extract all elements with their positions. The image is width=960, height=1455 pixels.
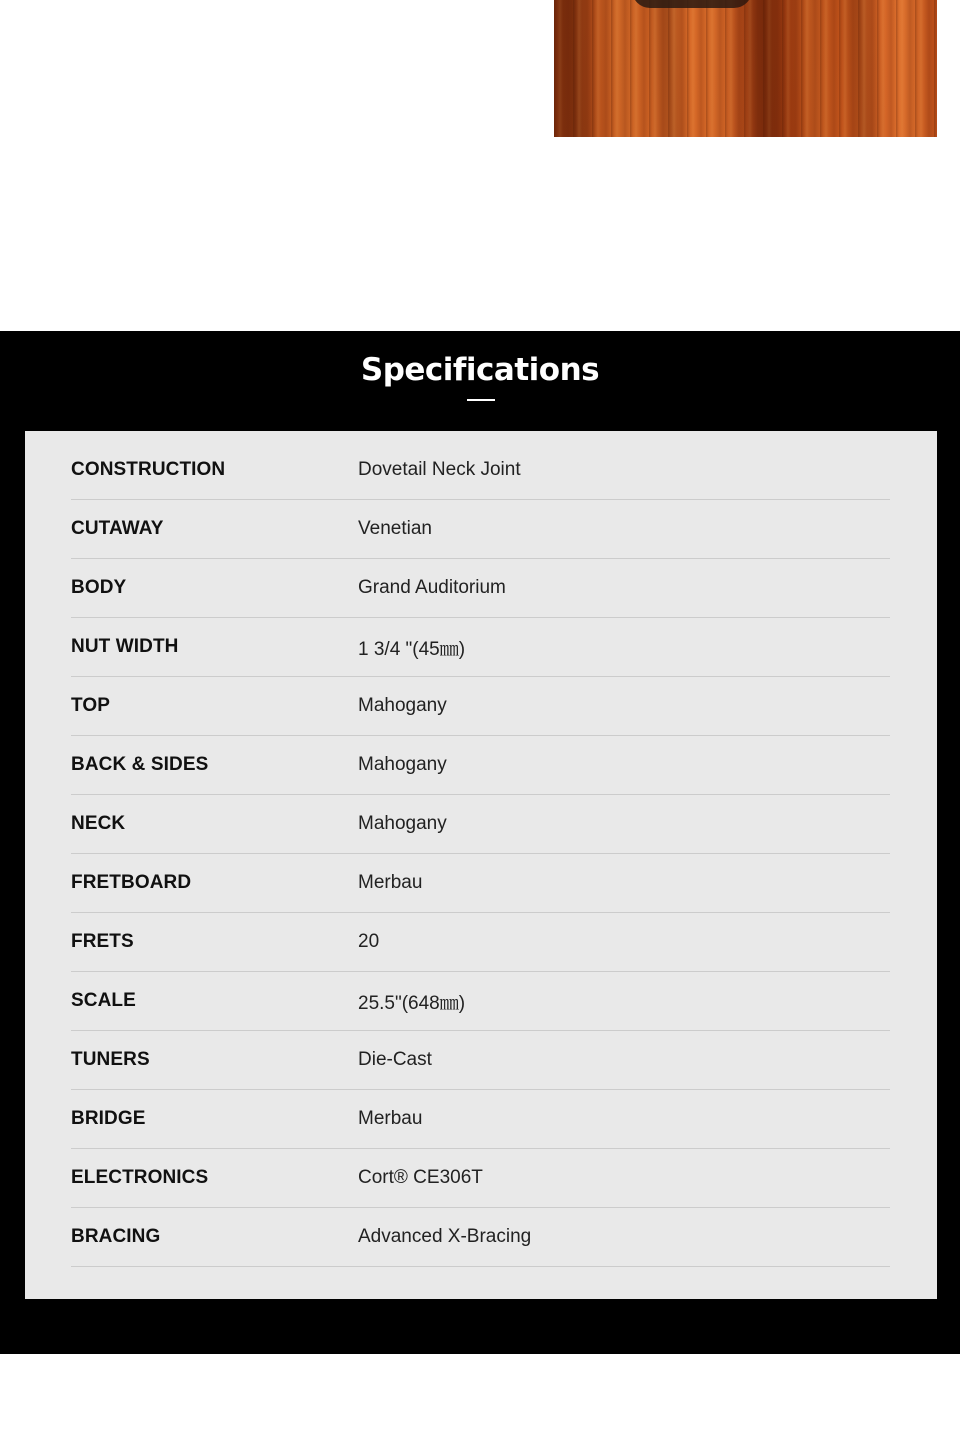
spec-row-cutaway bbox=[71, 500, 890, 559]
specifications-panel bbox=[25, 431, 937, 1299]
photo-shade bbox=[554, 0, 937, 137]
spec-value: Advanced X-Bracing bbox=[358, 1226, 532, 1247]
spec-label: CUTAWAY bbox=[71, 518, 164, 539]
spec-row-body bbox=[71, 559, 890, 618]
spec-value: Mahogany bbox=[358, 813, 447, 834]
spec-value: Mahogany bbox=[358, 754, 447, 775]
spec-label: CONSTRUCTION bbox=[71, 459, 226, 480]
spec-value: Merbau bbox=[358, 872, 423, 893]
spec-row-fretboard bbox=[71, 854, 890, 913]
spec-row-top bbox=[71, 677, 890, 736]
spec-row-construction bbox=[71, 441, 890, 500]
spec-value: Dovetail Neck Joint bbox=[358, 459, 521, 480]
spec-list bbox=[71, 441, 890, 1267]
spec-value: 1 3/4 "(45㎜) bbox=[358, 638, 466, 660]
wood-grain-photo bbox=[554, 0, 937, 137]
spec-label: SCALE bbox=[71, 990, 136, 1011]
spec-row-nut-width bbox=[71, 618, 890, 677]
spec-label: NECK bbox=[71, 813, 126, 834]
spec-value: 25.5"(648㎜) bbox=[358, 992, 466, 1014]
spec-row-bridge bbox=[71, 1090, 890, 1149]
spec-label: BACK & SIDES bbox=[71, 754, 209, 775]
spec-row-electronics bbox=[71, 1149, 890, 1208]
spec-row-back-sides bbox=[71, 736, 890, 795]
specifications-section bbox=[0, 331, 960, 1354]
spec-value: Die-Cast bbox=[358, 1049, 432, 1070]
spec-label: NUT WIDTH bbox=[71, 636, 179, 657]
spec-label: ELECTRONICS bbox=[71, 1167, 209, 1188]
spec-value: Venetian bbox=[358, 518, 432, 539]
spec-value: Grand Auditorium bbox=[358, 577, 506, 598]
spec-row-frets bbox=[71, 913, 890, 972]
spec-row-neck bbox=[71, 795, 890, 854]
spec-value: Mahogany bbox=[358, 695, 447, 716]
spec-label: TUNERS bbox=[71, 1049, 150, 1070]
spec-label: FRETS bbox=[71, 931, 134, 952]
spec-value: Cort® CE306T bbox=[358, 1167, 483, 1188]
spec-label: FRETBOARD bbox=[71, 872, 192, 893]
spec-row-bracing bbox=[71, 1208, 890, 1267]
spec-label: TOP bbox=[71, 695, 111, 716]
spec-row-tuners bbox=[71, 1031, 890, 1090]
specifications-title: Specifications bbox=[360, 352, 600, 388]
spec-label: BRIDGE bbox=[71, 1108, 146, 1129]
title-underline bbox=[467, 399, 495, 401]
spec-value: 20 bbox=[358, 931, 380, 952]
spec-label: BODY bbox=[71, 577, 127, 598]
spec-value: Merbau bbox=[358, 1108, 423, 1129]
spec-label: BRACING bbox=[71, 1226, 161, 1247]
spec-row-scale bbox=[71, 972, 890, 1031]
